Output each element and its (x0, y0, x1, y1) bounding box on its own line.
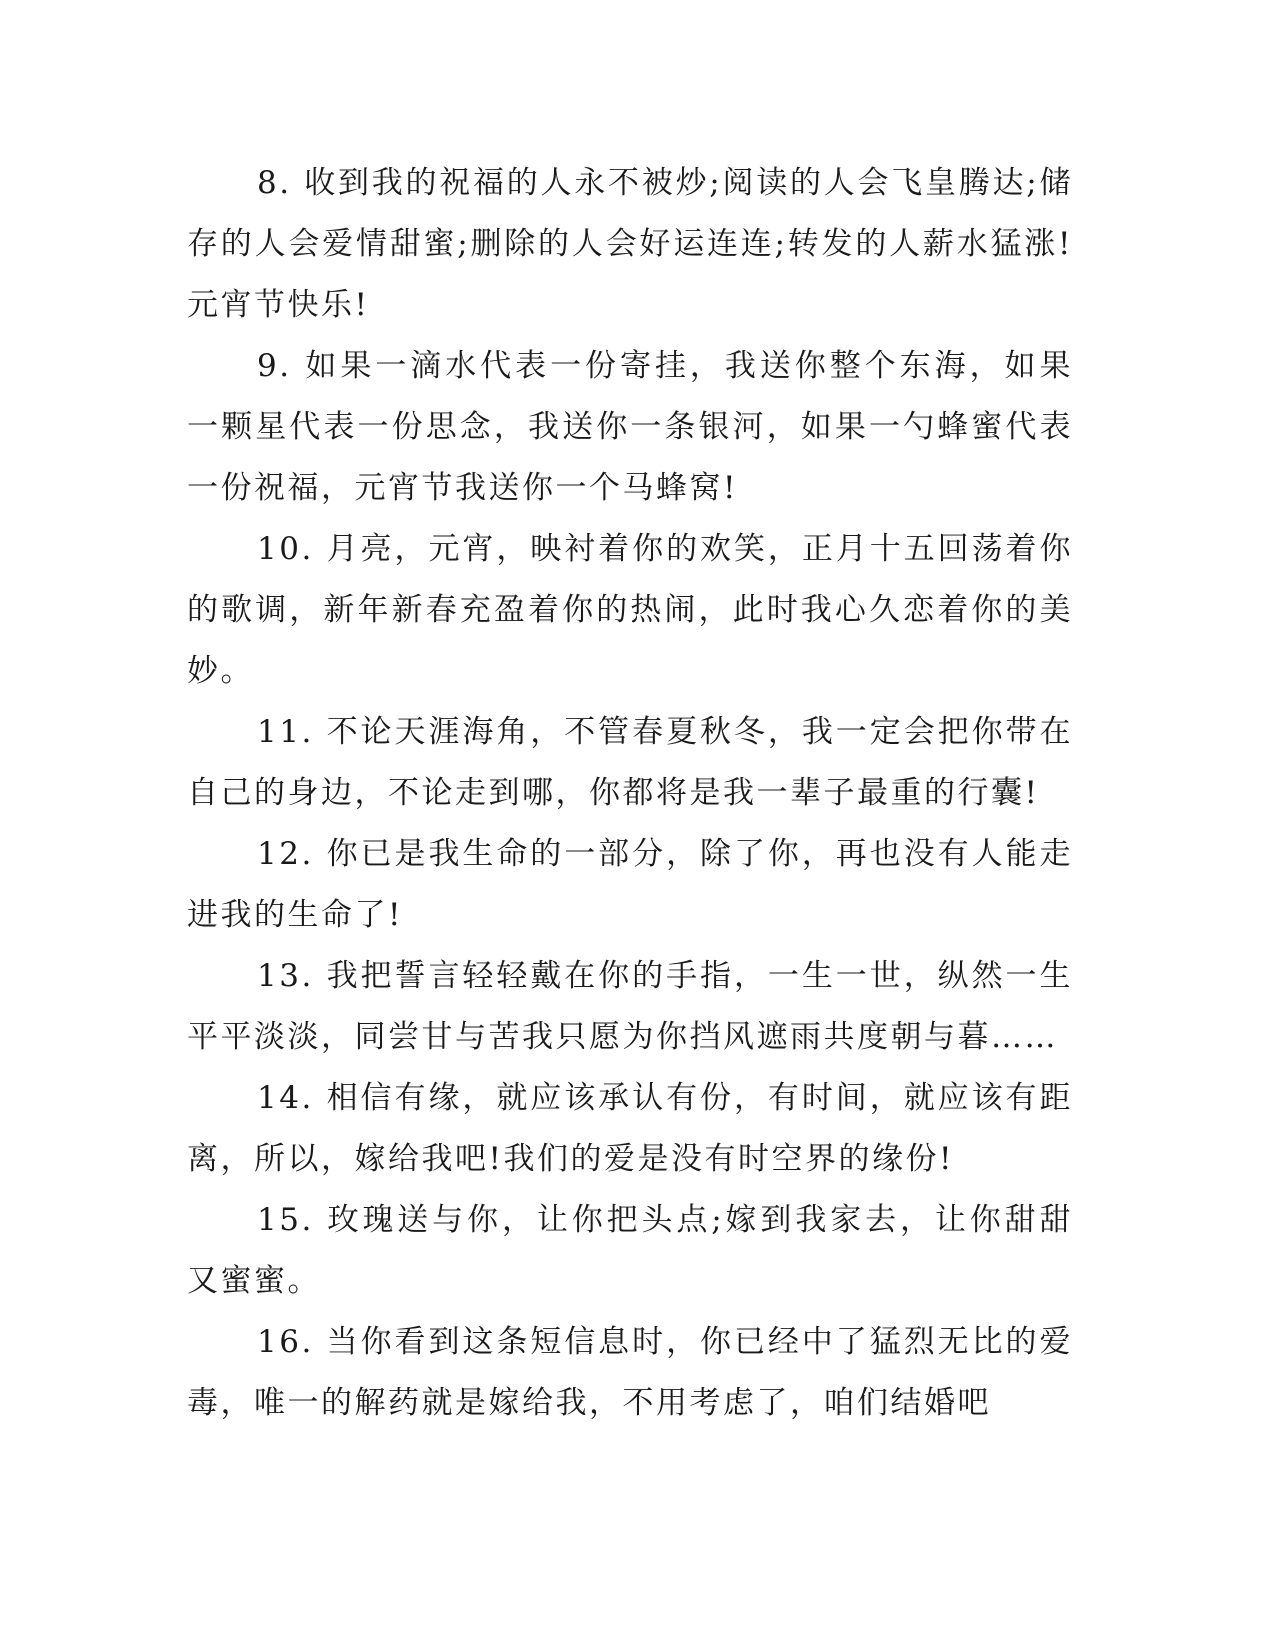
paragraph-10: 10. 月亮，元宵，映衬着你的欢笑，正月十五回荡着你的歌调，新年新春充盈着你的热闹，此时我心久恋着你的美妙。 (187, 531, 1073, 689)
paragraph-13: 13. 我把誓言轻轻戴在你的手指，一生一世，纵然一生平平淡淡，同尝甘与苦我只愿为你挡风遮雨共度朝与暮…… (187, 958, 1073, 1055)
paragraph-14: 14. 相信有缘，就应该承认有份，有时间，就应该有距离，所以，嫁给我吧!我们的爱是没有时空界的缘份! (187, 1080, 1073, 1177)
paragraph-15: 15. 玫瑰送与你，让你把头点;嫁到我家去，让你甜甜又蜜蜜。 (187, 1202, 1073, 1299)
paragraph-8: 8. 收到我的祝福的人永不被炒;阅读的人会飞皇腾达;储存的人会爱情甜蜜;删除的人会好运连连;转发的人薪水猛涨!元宵节快乐! (187, 165, 1073, 323)
paragraph-12: 12. 你已是我生命的一部分，除了你，再也没有人能走进我的生命了! (187, 836, 1073, 933)
paragraph-16: 16. 当你看到这条短信息时，你已经中了猛烈无比的爱毒，唯一的解药就是嫁给我，不用考虑了，咱们结婚吧 (187, 1324, 1073, 1421)
paragraph-9: 9. 如果一滴水代表一份寄挂，我送你整个东海，如果一颗星代表一份思念，我送你一条银河，如果一勺蜂蜜代表一份祝福，元宵节我送你一个马蜂窝! (187, 348, 1073, 506)
document-body (187, 153, 1073, 1434)
paragraph-11: 11. 不论天涯海角，不管春夏秋冬，我一定会把你带在自己的身边，不论走到哪，你都将是我一辈子最重的行囊! (187, 714, 1073, 811)
